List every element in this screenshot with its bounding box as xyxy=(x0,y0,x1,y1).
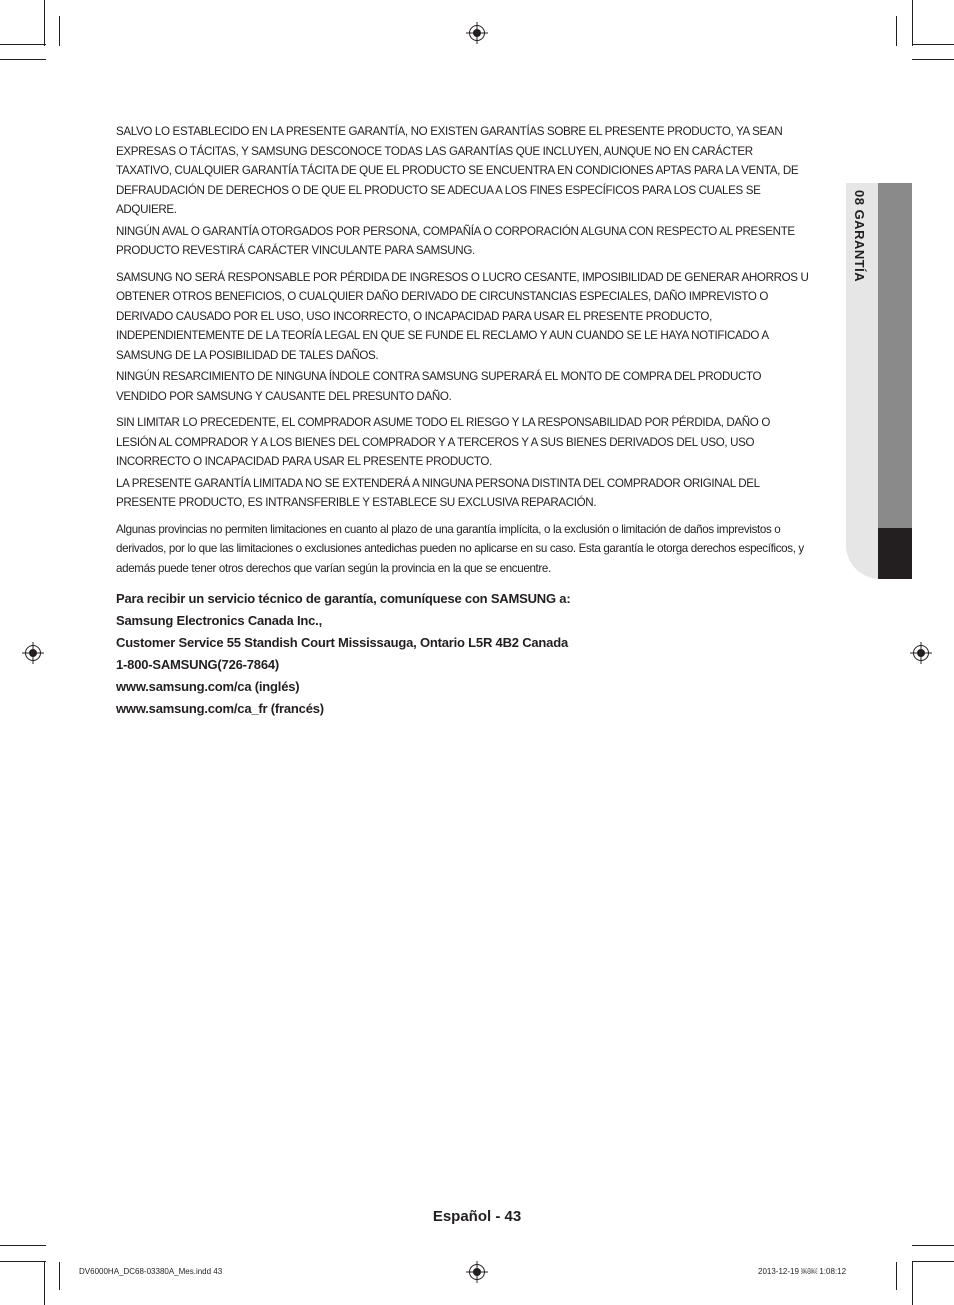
registration-mark-icon xyxy=(466,22,488,44)
crop-mark xyxy=(0,44,46,45)
paragraph: SALVO LO ESTABLECIDO EN LA PRESENTE GARANTÍA, NO EXISTEN GARANTÍAS SOBRE EL PRESENTE PRODUCTO, YA SEAN EXPRESAS O TÁCITAS, Y SAMSUNG DESCONOCE TODAS LAS GARANTÍAS QUE INCLUYEN, AUNQUE NO EN CARÁCTER TAXATIVO, CUALQUIER GARANTÍA TÁCITA DE QUE EL PRODUCTO SE ENCUENTRA EN CONDICIONES APTAS PARA LA VENTA, DE DEFRAUDACIÓN DE DERECHOS O DE QUE EL PRODUCTO SE ADECUA A LOS FINES ESPECÍFICOS PARA LOS CUALES SE ADQUIERE. xyxy=(116,125,799,216)
registration-mark-icon xyxy=(22,642,44,664)
contact-company: Samsung Electronics Canada Inc., xyxy=(116,613,322,628)
paragraph: SAMSUNG NO SERÁ RESPONSABLE POR PÉRDIDA DE INGRESOS O LUCRO CESANTE, IMPOSIBILIDAD DE GENERAR AHORROS U OBTENER OTROS BENEFICIOS, O CUALQUIER DAÑO DERIVADO DE CIRCUNSTANCIAS ESPECIALES, DAÑO IMPREVISTO O DERIVADO CAUSADO POR EL USO, USO INCORRECTO, O INCAPACIDAD PARA USAR EL PRESENTE PRODUCTO, INDEPENDIENTEMENTE DE LA TEORÍA LEGAL EN QUE SE FUNDE EL RECLAMO Y AUN CUANDO SE LE HAYA NOTIFICADO A SAMSUNG DE LA POSIBILIDAD DE TALES DAÑOS. xyxy=(116,270,809,362)
crop-mark xyxy=(896,1262,897,1290)
crop-mark xyxy=(0,59,46,60)
crop-mark xyxy=(912,0,913,46)
print-file-name: DV6000HA_DC68-03380A_Mes.indd 43 xyxy=(79,1267,223,1276)
paragraph: NINGÚN AVAL O GARANTÍA OTORGADOS POR PERSONA, COMPAÑÍA O CORPORACIÓN ALGUNA CON RESPECTO AL PRESENTE PRODUCTO REVESTIRÁ CARÁCTER VINCULANTE PARA SAMSUNG. xyxy=(116,224,795,257)
crop-mark xyxy=(44,1262,45,1305)
print-datetime: 2013-12-19 ￼￼ 1:08:12 xyxy=(758,1267,847,1276)
contact-address: Customer Service 55 Standish Court Mississauga, Ontario L5R 4B2 Canada xyxy=(116,635,568,650)
paragraph: NINGÚN RESARCIMIENTO DE NINGUNA ÍNDOLE CONTRA SAMSUNG SUPERARÁ EL MONTO DE COMPRA DEL PRODUCTO VENDIDO POR SAMSUNG Y CAUSANTE DEL PRESUNTO DAÑO. xyxy=(116,370,762,403)
paragraph: Algunas provincias no permiten limitaciones en cuanto al plazo de una garantía implícita, o la exclusión o limitación de daños imprevistos o derivados, por lo que las limitaciones o exclusiones antedichas pueden no aplicarse en su caso. Esta garantía le otorga derechos específicos, y además puede tener otros derechos que varían según la provincia en la que se encuentre. xyxy=(116,522,804,575)
warranty-text xyxy=(116,122,810,720)
contact-web-english: www.samsung.com/ca (inglés) xyxy=(116,679,300,694)
crop-mark xyxy=(0,1261,46,1262)
page-number: Español - 43 xyxy=(432,1208,522,1225)
crop-mark xyxy=(44,0,45,46)
crop-mark xyxy=(59,1262,60,1290)
crop-mark xyxy=(59,16,60,46)
paragraph: SIN LIMITAR LO PRECEDENTE, EL COMPRADOR ASUME TODO EL RIESGO Y LA RESPONSABILIDAD POR PÉRDIDA, DAÑO O LESIÓN AL COMPRADOR Y A LOS BIENES DEL COMPRADOR Y A TERCEROS Y A SUS BIENES DERIVADOS DEL USO, USO INCORRECTO O INCAPACIDAD PARA USAR EL PRESENTE PRODUCTO. xyxy=(116,416,771,468)
crop-mark xyxy=(912,1245,954,1246)
registration-mark-icon xyxy=(910,642,932,664)
crop-mark xyxy=(912,1262,913,1305)
crop-mark xyxy=(0,1245,46,1246)
registration-mark-icon xyxy=(466,1261,488,1283)
contact-web-french: www.samsung.com/ca_fr (francés) xyxy=(116,701,324,716)
crop-mark xyxy=(896,16,897,46)
crop-mark xyxy=(912,1261,954,1262)
chapter-tab-bar xyxy=(878,183,912,528)
chapter-tab-label: 08 GARANTÍA xyxy=(852,190,867,283)
crop-mark xyxy=(912,44,954,45)
chapter-tab-marker xyxy=(878,528,912,579)
contact-intro: Para recibir un servicio técnico de garantía, comuníquese con SAMSUNG a: xyxy=(116,591,571,606)
paragraph: LA PRESENTE GARANTÍA LIMITADA NO SE EXTENDERÁ A NINGUNA PERSONA DISTINTA DEL COMPRADOR ORIGINAL DEL PRESENTE PRODUCTO, ES INTRANSFERIBLE Y ESTABLECE SU EXCLUSIVA REPARACIÓN. xyxy=(116,476,760,509)
contact-block xyxy=(116,588,810,720)
contact-phone: 1-800-SAMSUNG(726-7864) xyxy=(116,657,280,672)
crop-mark xyxy=(912,59,954,60)
